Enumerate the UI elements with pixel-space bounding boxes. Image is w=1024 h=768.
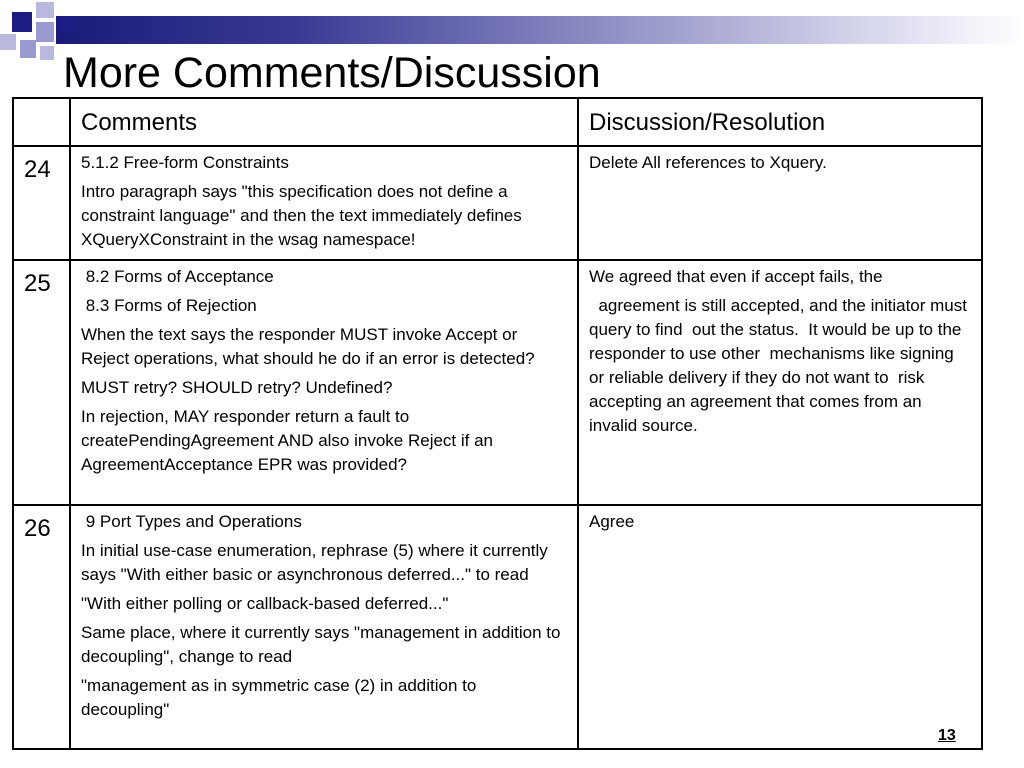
comment-paragraph: 8.3 Forms of Rejection xyxy=(81,296,257,315)
resolution-cell xyxy=(578,505,982,749)
resolution-cell xyxy=(578,146,982,260)
comment-paragraph: "With either polling or callback-based deferred..." xyxy=(81,594,449,613)
decor-square xyxy=(0,34,16,50)
decor-square xyxy=(12,12,32,32)
decor-square xyxy=(36,22,54,42)
header-cell-num xyxy=(13,98,70,146)
row-number: 25 xyxy=(13,260,70,505)
decor-square xyxy=(40,46,54,60)
decor-square xyxy=(20,40,36,58)
comment-paragraph: Same place, where it currently says "management in addition to decoupling", change to read xyxy=(81,623,561,666)
table-row xyxy=(13,260,982,505)
header-gradient-bar xyxy=(56,16,1024,44)
header-cell-comments: Comments xyxy=(70,98,578,146)
comment-paragraph: In initial use-case enumeration, rephrase (5) where it currently says "With either basic or asynchronous deferred..." to read xyxy=(81,541,548,584)
resolution-paragraph: Agree xyxy=(589,512,635,531)
comment-paragraph: MUST retry? SHOULD retry? Undefined? xyxy=(81,378,393,397)
resolution-paragraph: We agreed that even if accept fails, the xyxy=(589,267,883,286)
row-number: 24 xyxy=(13,146,70,260)
comment-paragraph: In rejection, MAY responder return a fault to createPendingAgreement AND also invoke Reject if an AgreementAcceptance EPR was provided? xyxy=(81,407,494,474)
comments-table xyxy=(12,97,983,750)
comments-cell xyxy=(70,260,578,505)
comments-cell xyxy=(70,146,578,260)
resolution-cell xyxy=(578,260,982,505)
slide-title: More Comments/Discussion xyxy=(63,49,601,97)
comment-paragraph: 5.1.2 Free-form Constraints xyxy=(81,153,289,172)
comments-cell xyxy=(70,505,578,749)
comment-paragraph: 9 Port Types and Operations xyxy=(81,512,302,531)
decor-square xyxy=(36,2,54,18)
comment-paragraph: "management as in symmetric case (2) in addition to decoupling" xyxy=(81,676,477,719)
resolution-paragraph: agreement is still accepted, and the initiator must query to find out the status. It would be up to the responder to use other mechanisms like signing or reliable delivery if they do not want to risk accepting an agreement that comes from an invalid source. xyxy=(589,296,972,435)
page-number: 13 xyxy=(938,727,956,744)
resolution-paragraph: Delete All references to Xquery. xyxy=(589,153,827,172)
header-cell-resolution: Discussion/Resolution xyxy=(578,98,982,146)
table-header-row xyxy=(13,98,982,146)
decor-square xyxy=(58,16,74,32)
comment-paragraph: 8.2 Forms of Acceptance xyxy=(81,267,274,286)
table-row xyxy=(13,146,982,260)
row-number: 26 xyxy=(13,505,70,749)
comment-paragraph: When the text says the responder MUST invoke Accept or Reject operations, what should he do if an error is detected? xyxy=(81,325,535,368)
table-row xyxy=(13,505,982,749)
comment-paragraph: Intro paragraph says "this specification does not define a constraint language" and then the text immediately defines XQueryXConstraint in the wsag namespace! xyxy=(81,182,522,249)
